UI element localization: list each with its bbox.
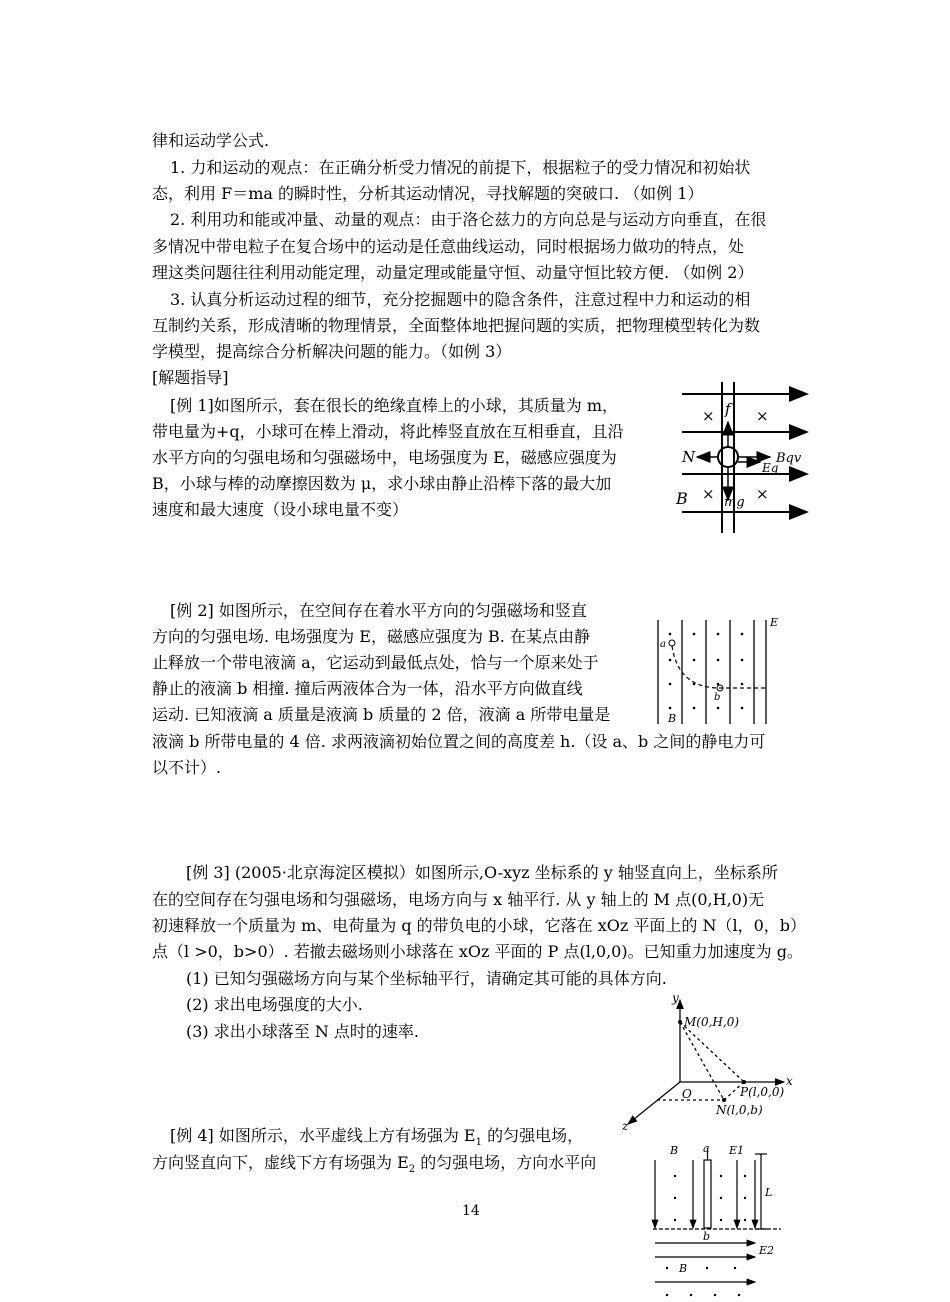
- label-eq: Eq: [762, 461, 779, 475]
- label-f: f: [725, 400, 731, 418]
- label-b-top: B: [670, 1144, 679, 1157]
- cross-symbol: ×: [702, 485, 715, 503]
- example4-figure: [645, 1140, 790, 1302]
- cross-symbol: ×: [702, 407, 715, 425]
- label-a: a: [703, 1142, 710, 1155]
- label-b-bottom: B: [679, 1262, 688, 1275]
- example2-line-7: 以不计）.: [152, 758, 222, 777]
- label-big-b: B: [668, 712, 677, 725]
- label-e2: E2: [759, 1244, 775, 1257]
- example3-line-4: 点（l >0，b>0）. 若撤去磁场则小球落在 xOz 平面的 P 点(l,0,0)。已知重力加速度为 g。: [152, 942, 803, 961]
- label-e: E: [770, 616, 779, 629]
- label-o: O: [682, 1087, 692, 1101]
- label-n: N: [682, 448, 696, 466]
- e1-subscript: 1: [475, 1137, 482, 1149]
- label-e1: E1: [729, 1144, 745, 1157]
- label-b: b: [703, 1230, 711, 1243]
- example3-figure: [612, 992, 797, 1132]
- label-b: b: [714, 692, 721, 703]
- example3-line-1: [例 3] (2005·北京海淀区模拟）如图所示,O-xyz 坐标系的 y 轴竖直向上，坐标系所: [186, 863, 778, 882]
- label-n: N(l,0,b): [716, 1103, 763, 1117]
- method-3-line-2: 互制约关系，形成清晰的物理情景，全面整体地把握问题的实质，把物理模型转化为数: [152, 316, 761, 335]
- example4-line-1: [170, 1125, 583, 1154]
- example4-line-1-tail: 的匀强电场，: [481, 1126, 584, 1145]
- example1-line-1: [例 1]如图所示，套在很长的绝缘直棒上的小球，其质量为 m，: [170, 396, 619, 415]
- label-b: B: [676, 489, 688, 508]
- example1-line-5: 速度和最大速度（设小球电量不变）: [152, 500, 409, 519]
- example4-line-2-tail: 的匀强电场，方向水平向: [415, 1153, 597, 1172]
- example1-line-3: 水平方向的匀强电场和匀强磁场中，电场强度为 E，磁感应强度为: [152, 448, 617, 467]
- example3-line-2: 在的空间存在匀强电场和匀强磁场，电场方向与 x 轴平行. 从 y 轴上的 M 点(0,H,0)无: [152, 890, 765, 909]
- label-bqv: Bqv: [776, 451, 802, 466]
- label-l: L: [765, 1186, 773, 1199]
- method-1-line-1: 1. 力和运动的观点：在正确分析受力情况的前提下，根据粒子的受力情况和初始状: [170, 158, 751, 177]
- example4-line-1-text: [例 4] 如图所示，水平虚线上方有场强为 E: [170, 1126, 476, 1145]
- label-p: P(l,0,0): [740, 1085, 785, 1099]
- example2-line-4: 静止的液滴 b 相撞. 撞后两液体合为一体，沿水平方向做直线: [152, 679, 583, 698]
- example2-line-5: 运动. 已知液滴 a 质量是液滴 b 质量的 2 倍，液滴 a 所带电量是: [152, 705, 611, 724]
- method-3-line-1: 3. 认真分析运动过程的细节，充分挖掘题中的隐含条件，注意过程中力和运动的相: [170, 290, 751, 309]
- example3-question-3: (3) 求出小球落至 N 点时的速率.: [186, 1022, 420, 1041]
- intro-tail: 律和运动学公式.: [152, 131, 270, 150]
- label-y: y: [672, 992, 679, 1005]
- example3-question-1: (1) 已知匀强磁场方向与某个坐标轴平行，请确定其可能的具体方向.: [186, 969, 667, 988]
- method-2-line-3: 理这类问题往往利用动能定理，动量定理或能量守恒、动量守恒比较方便. （如例 2）: [152, 263, 754, 282]
- example1-figure: [672, 378, 834, 536]
- example4-line-2-text: 方向竖直向下，虚线下方有场强为 E: [152, 1153, 409, 1172]
- label-z: z: [622, 1119, 629, 1132]
- e2-subscript: 2: [408, 1164, 416, 1176]
- page-number: 14: [462, 1203, 480, 1219]
- example2-figure: [648, 612, 788, 727]
- label-m: M(0,H,0): [684, 1015, 740, 1029]
- example2-line-1: [例 2] 如图所示，在空间存在着水平方向的匀强磁场和竖直: [170, 601, 587, 620]
- example4-line-2: [152, 1152, 596, 1181]
- example3-line-3: 初速释放一个质量为 m、电荷量为 q 的带负电的小球，它落在 xOz 平面上的 N（l，0，b）: [152, 916, 807, 935]
- cross-symbol: ×: [756, 407, 769, 425]
- example1-line-4: B，小球与棒的动摩擦因数为 μ，求小球由静止沿棒下落的最大加: [152, 474, 612, 493]
- cross-symbol: ×: [756, 485, 769, 503]
- label-mg: mg: [724, 495, 745, 510]
- section-heading: [解题指导]: [152, 368, 229, 387]
- label-a: a: [660, 639, 666, 650]
- example2-line-6: 液滴 b 所带电量的 4 倍. 求两液滴初始位置之间的高度差 h.（设 a、b 之间的静电力可: [152, 732, 766, 751]
- example2-line-2: 方向的匀强电场. 电场强度为 E，磁感应强度为 B. 在某点由静: [152, 627, 590, 646]
- example3-question-2: (2) 求出电场强度的大小.: [186, 995, 363, 1014]
- example1-line-2: 带电量为+q，小球可在棒上滑动，将此棒竖直放在互相垂直，且沿: [152, 422, 624, 441]
- method-2-line-1: 2. 利用功和能或冲量、动量的观点：由于洛仑兹力的方向总是与运动方向垂直，在很: [170, 210, 767, 229]
- method-3-line-3: 学模型，提高综合分析解决问题的能力。（如例 3）: [152, 342, 512, 361]
- method-1-line-2: 态，利用 F＝ma 的瞬时性，分析其运动情况，寻找解题的突破口. （如例 1）: [152, 184, 704, 203]
- label-x: x: [786, 1074, 793, 1088]
- example2-line-3: 止释放一个带电液滴 a，它运动到最低点处，恰与一个原来处于: [152, 653, 599, 672]
- method-2-line-2: 多情况中带电粒子在复合场中的运动是任意曲线运动，同时根据场力做功的特点，处: [152, 237, 745, 256]
